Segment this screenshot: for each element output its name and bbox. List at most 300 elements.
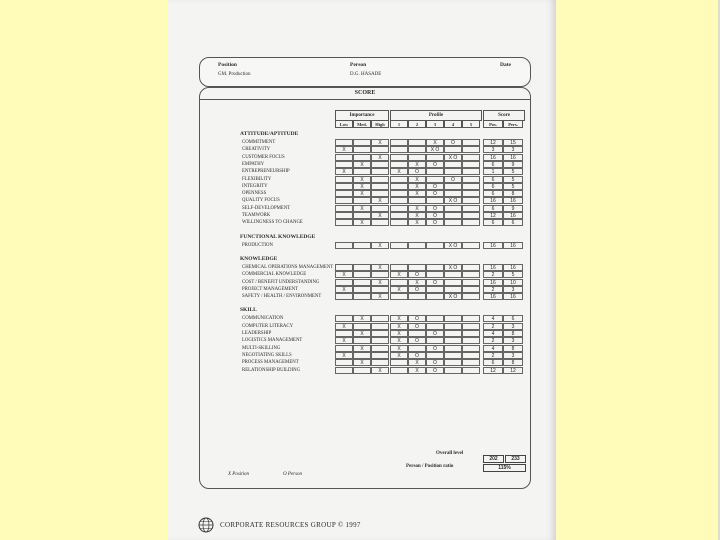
pos-score-cell: 6	[483, 176, 503, 183]
profile-cell	[426, 352, 444, 359]
profile-cell	[462, 168, 480, 175]
importance-cell	[353, 264, 371, 271]
pers-score-cell: 12	[503, 367, 523, 374]
globe-logo-icon	[198, 517, 214, 533]
date-label: Date	[500, 62, 511, 68]
importance-cell	[353, 154, 371, 161]
pos-score-cell: 2	[483, 323, 503, 330]
profile-cell	[426, 197, 444, 204]
importance-cell	[353, 279, 371, 286]
importance-cell: X	[335, 271, 353, 278]
profile-cell: O	[426, 190, 444, 197]
importance-cell	[371, 337, 389, 344]
importance-cell: X	[353, 183, 371, 190]
importance-cell	[335, 205, 353, 212]
importance-cell	[353, 323, 371, 330]
pers-score-cell: 9	[503, 205, 523, 212]
profile-cell	[444, 168, 462, 175]
score-header: Score	[483, 110, 525, 121]
score-table-box	[199, 87, 531, 489]
profile-cell: X	[390, 286, 408, 293]
row-label: COMMUNICATION	[242, 316, 284, 322]
importance-cell	[335, 242, 353, 249]
importance-cell	[371, 205, 389, 212]
profile-cell: O	[426, 279, 444, 286]
profile-cell: X	[426, 139, 444, 146]
importance-cell: X	[371, 279, 389, 286]
pers-score-cell: 3	[503, 352, 523, 359]
pos-score-cell: 6	[483, 359, 503, 366]
pos-score-cell: 2	[483, 352, 503, 359]
profile-cell: O	[408, 337, 426, 344]
profile-cell	[390, 183, 408, 190]
importance-cell	[353, 367, 371, 374]
profile-cell	[462, 286, 480, 293]
importance-cell	[353, 168, 371, 175]
importance-cell	[353, 293, 371, 300]
profile-cell	[462, 323, 480, 330]
profile-cell	[462, 212, 480, 219]
profile-cell	[462, 242, 480, 249]
profile-cell	[408, 345, 426, 352]
profile-cell: X O	[444, 293, 462, 300]
importance-cell	[371, 286, 389, 293]
profile-cell	[444, 359, 462, 366]
section-title: SKILL	[240, 307, 257, 314]
importance-cell	[335, 315, 353, 322]
row-label: PRODUCTION	[242, 242, 273, 248]
profile-cell	[426, 264, 444, 271]
pers-score-cell: 16	[503, 264, 523, 271]
profile-cell	[426, 286, 444, 293]
pers-score-cell: 6	[503, 219, 523, 226]
profile-cell	[426, 242, 444, 249]
profile-cell	[408, 146, 426, 153]
profile-cell: O	[426, 345, 444, 352]
pos-score-cell: 4	[483, 315, 503, 322]
profile-cell: X	[408, 183, 426, 190]
document-page	[168, 0, 556, 540]
profile-cell	[444, 146, 462, 153]
importance-cell: X	[353, 176, 371, 183]
profile-cell	[408, 154, 426, 161]
profile-cell: X	[390, 352, 408, 359]
importance-cell	[371, 146, 389, 153]
pers-score-cell: 8	[503, 345, 523, 352]
importance-cell	[353, 337, 371, 344]
person-value: D.G. HASADE	[350, 72, 382, 77]
legend-position: X Position	[228, 472, 249, 477]
profile-cell: X O	[426, 146, 444, 153]
profile-cell	[462, 264, 480, 271]
importance-cell	[371, 315, 389, 322]
high-header: High	[371, 120, 389, 128]
pers-score-cell: 9	[503, 161, 523, 168]
importance-cell: X	[353, 315, 371, 322]
pos-score-cell: 16	[483, 242, 503, 249]
profile-cell	[444, 279, 462, 286]
profile-cell: X O	[444, 264, 462, 271]
profile-cell	[390, 212, 408, 219]
profile-cell	[390, 154, 408, 161]
pers-score-cell: 5	[503, 183, 523, 190]
profile-cell	[390, 242, 408, 249]
pers-score-cell: 3	[503, 286, 523, 293]
profile-cell	[408, 197, 426, 204]
pers-score-cell: 5	[503, 176, 523, 183]
importance-cell	[335, 219, 353, 226]
profile-cell	[462, 345, 480, 352]
profile-cell	[462, 367, 480, 374]
importance-cell	[335, 293, 353, 300]
profile-cell	[390, 146, 408, 153]
importance-cell	[371, 271, 389, 278]
pers-score-cell: 8	[503, 359, 523, 366]
overall-level-label: Overall level	[436, 451, 464, 456]
importance-cell	[371, 345, 389, 352]
profile-cell	[444, 183, 462, 190]
profile-cell: X O	[444, 242, 462, 249]
profile-cell: O	[426, 330, 444, 337]
pos-score-cell: 6	[483, 183, 503, 190]
person-label: Person	[350, 62, 367, 68]
row-label: LOGISTICS MANAGEMENT	[242, 338, 303, 344]
pos-score-cell: 16	[483, 293, 503, 300]
row-label: RELATIONSHIP BUILDING	[242, 367, 301, 373]
profile-cell: X	[408, 212, 426, 219]
profile-cell	[462, 359, 480, 366]
profile-3-header: 3	[426, 120, 444, 128]
importance-cell: X	[335, 286, 353, 293]
profile-cell	[462, 139, 480, 146]
importance-cell	[353, 242, 371, 249]
pos-score-cell: 6	[483, 161, 503, 168]
profile-cell: O	[426, 205, 444, 212]
importance-cell: X	[371, 154, 389, 161]
profile-cell	[408, 293, 426, 300]
importance-cell	[371, 190, 389, 197]
row-label: PROCESS MANAGEMENT	[242, 360, 299, 366]
importance-cell	[335, 367, 353, 374]
importance-cell	[353, 146, 371, 153]
pos-score-cell: 16	[483, 279, 503, 286]
row-label: WILLINGNESS TO CHANGE	[242, 220, 303, 226]
profile-cell	[408, 139, 426, 146]
pos-score-cell: 6	[483, 219, 503, 226]
profile-cell	[444, 330, 462, 337]
importance-cell	[353, 139, 371, 146]
importance-cell: X	[353, 345, 371, 352]
importance-cell: X	[335, 146, 353, 153]
med-header: Med.	[353, 120, 371, 128]
profile-cell	[390, 293, 408, 300]
profile-cell	[462, 293, 480, 300]
profile-cell: X	[390, 337, 408, 344]
pers-score-cell: 10	[503, 279, 523, 286]
pos-score-cell: 6	[483, 205, 503, 212]
profile-cell	[444, 212, 462, 219]
importance-cell	[371, 161, 389, 168]
row-label: COST / BENEFIT UNDERSTANDING	[242, 279, 320, 285]
overall-pers-total: 233	[505, 455, 526, 463]
profile-cell	[444, 161, 462, 168]
footer	[198, 515, 361, 535]
importance-cell: X	[371, 139, 389, 146]
profile-cell: X	[408, 190, 426, 197]
profile-cell	[462, 315, 480, 322]
pos-score-cell: 2	[483, 337, 503, 344]
profile-cell: O	[426, 359, 444, 366]
importance-cell	[335, 176, 353, 183]
importance-cell	[335, 212, 353, 219]
position-label: Position	[218, 62, 237, 68]
profile-cell: X	[390, 271, 408, 278]
pers-score-cell: 16	[503, 154, 523, 161]
profile-cell	[444, 205, 462, 212]
overall-pos-total: 202	[483, 455, 504, 463]
importance-cell	[353, 271, 371, 278]
profile-cell	[462, 183, 480, 190]
profile-cell: X	[390, 168, 408, 175]
pers-header: Pers.	[503, 120, 523, 128]
profile-cell	[408, 242, 426, 249]
profile-cell	[390, 219, 408, 226]
importance-cell: X	[371, 367, 389, 374]
row-label: ENTREPRENEURSHIP	[242, 169, 290, 175]
profile-cell	[462, 176, 480, 183]
pers-score-cell: 15	[503, 139, 523, 146]
profile-cell	[444, 271, 462, 278]
pos-score-cell: 4	[483, 330, 503, 337]
importance-cell	[371, 183, 389, 190]
pers-score-cell: 16	[503, 197, 523, 204]
row-label: CUSTOMER FOCUS	[242, 154, 285, 160]
pos-score-cell: 12	[483, 367, 503, 374]
profile-cell	[444, 337, 462, 344]
profile-cell: O	[408, 271, 426, 278]
pos-score-cell: 2	[483, 286, 503, 293]
profile-cell: X O	[444, 154, 462, 161]
profile-cell	[462, 330, 480, 337]
row-label: COMMERCIAL KNOWLEDGE	[242, 272, 307, 278]
row-label: COMPUTER LITERACY	[242, 323, 294, 329]
pos-header: Pos.	[483, 120, 503, 128]
row-label: CHEMICAL OPERATIONS MANAGEMENT	[242, 264, 334, 270]
profile-cell: O	[408, 315, 426, 322]
section-title: KNOWLEDGE	[240, 255, 278, 262]
importance-cell	[371, 352, 389, 359]
profile-cell	[462, 219, 480, 226]
profile-cell	[390, 161, 408, 168]
profile-cell	[444, 323, 462, 330]
pers-score-cell: 8	[503, 330, 523, 337]
profile-cell	[390, 176, 408, 183]
profile-cell: O	[426, 367, 444, 374]
importance-cell: X	[371, 242, 389, 249]
profile-cell	[426, 271, 444, 278]
profile-cell	[462, 205, 480, 212]
pos-score-cell: 12	[483, 212, 503, 219]
row-label: NEGOTIATING SKILLS	[242, 352, 292, 358]
profile-cell: X	[390, 345, 408, 352]
profile-cell: X	[390, 315, 408, 322]
profile-cell: X	[408, 367, 426, 374]
pos-score-cell: 16	[483, 264, 503, 271]
importance-cell: X	[353, 161, 371, 168]
importance-cell	[335, 154, 353, 161]
profile-cell: X	[408, 205, 426, 212]
position-value: GM. Production	[218, 72, 251, 77]
profile-cell	[462, 279, 480, 286]
low-header: Low	[335, 120, 353, 128]
profile-cell	[426, 176, 444, 183]
profile-cell: O	[426, 183, 444, 190]
row-label: CREATIVITY	[242, 147, 271, 153]
importance-cell	[371, 323, 389, 330]
profile-cell	[390, 359, 408, 366]
row-label: PROJECT MANAGEMENT	[242, 286, 299, 292]
pers-score-cell: 5	[503, 271, 523, 278]
profile-cell	[390, 264, 408, 271]
profile-cell: O	[408, 286, 426, 293]
row-label: SELF-DEVELOPMENT	[242, 205, 291, 211]
score-divider	[200, 99, 530, 100]
profile-cell	[462, 197, 480, 204]
score-title: SCORE	[354, 90, 376, 96]
profile-cell	[426, 323, 444, 330]
row-label: COMMITMENT	[242, 140, 276, 145]
profile-cell: X	[408, 359, 426, 366]
importance-cell: X	[371, 212, 389, 219]
pos-score-cell: 1	[483, 168, 503, 175]
pers-score-cell: 3	[503, 337, 523, 344]
importance-cell	[353, 212, 371, 219]
profile-cell	[426, 168, 444, 175]
profile-cell	[408, 264, 426, 271]
profile-cell	[444, 367, 462, 374]
importance-cell	[371, 168, 389, 175]
row-label: EMPATHY	[242, 161, 265, 167]
profile-cell	[390, 197, 408, 204]
profile-cell: X	[390, 330, 408, 337]
pers-score-cell: 5	[503, 168, 523, 175]
profile-cell	[462, 190, 480, 197]
ratio-value: 115%	[483, 464, 526, 472]
profile-cell: O	[408, 168, 426, 175]
pers-score-cell: 3	[503, 323, 523, 330]
profile-cell: O	[426, 219, 444, 226]
pos-score-cell: 16	[483, 197, 503, 204]
importance-cell: X	[353, 219, 371, 226]
profile-cell: X O	[444, 197, 462, 204]
profile-cell: O	[408, 323, 426, 330]
importance-cell: X	[335, 337, 353, 344]
pers-score-cell: 16	[503, 293, 523, 300]
importance-cell	[353, 286, 371, 293]
pers-score-cell: 3	[503, 146, 523, 153]
pos-score-cell: 4	[483, 345, 503, 352]
importance-cell: X	[371, 197, 389, 204]
section-title: ATTITUDE/APTITUDE	[240, 131, 299, 137]
profile-cell: X	[408, 161, 426, 168]
importance-cell: X	[353, 205, 371, 212]
profile-cell	[426, 154, 444, 161]
importance-cell	[371, 219, 389, 226]
importance-cell	[335, 279, 353, 286]
importance-cell	[335, 139, 353, 146]
row-label: INTEGRITY	[242, 183, 268, 189]
importance-cell: X	[353, 190, 371, 197]
pers-score-cell: 16	[503, 212, 523, 219]
importance-cell	[353, 352, 371, 359]
profile-cell: X	[408, 176, 426, 183]
profile-cell: X	[390, 323, 408, 330]
importance-cell	[371, 176, 389, 183]
importance-cell	[335, 183, 353, 190]
profile-cell: O	[408, 352, 426, 359]
profile-cell: O	[444, 176, 462, 183]
importance-cell	[353, 197, 371, 204]
profile-cell	[390, 279, 408, 286]
importance-cell	[335, 264, 353, 271]
profile-header: Profile	[390, 110, 482, 121]
importance-cell	[335, 197, 353, 204]
profile-cell	[426, 293, 444, 300]
row-label: OPENNESS	[242, 191, 267, 197]
importance-cell	[335, 330, 353, 337]
profile-1-header: 1	[390, 120, 408, 128]
profile-cell	[426, 315, 444, 322]
profile-cell	[444, 190, 462, 197]
importance-cell: X	[353, 330, 371, 337]
profile-cell	[408, 330, 426, 337]
profile-cell	[462, 337, 480, 344]
profile-cell: O	[426, 212, 444, 219]
header-box	[199, 57, 531, 87]
profile-cell: X	[408, 279, 426, 286]
footer-text: CORPORATE RESOURCES GROUP © 1997	[220, 521, 361, 529]
profile-cell	[462, 161, 480, 168]
pers-score-cell: 16	[503, 242, 523, 249]
profile-2-header: 2	[408, 120, 426, 128]
pers-score-cell: 8	[503, 190, 523, 197]
pos-score-cell: 2	[483, 271, 503, 278]
row-label: QUALITY FOCUS	[242, 198, 280, 204]
importance-header: Importance	[335, 110, 389, 121]
row-label: SAFETY / HEALTH / ENVIRONMENT	[242, 294, 322, 300]
pers-score-cell: 6	[503, 315, 523, 322]
ratio-label: Person / Position ratio	[406, 464, 454, 469]
importance-cell	[335, 345, 353, 352]
row-label: MULTI-SKILLING	[242, 345, 281, 351]
profile-cell	[444, 352, 462, 359]
profile-4-header: 4	[444, 120, 462, 128]
importance-cell: X	[335, 168, 353, 175]
profile-cell	[462, 154, 480, 161]
importance-cell: X	[371, 293, 389, 300]
profile-cell	[390, 139, 408, 146]
profile-cell	[444, 315, 462, 322]
profile-cell: O	[444, 139, 462, 146]
row-label: LEADERSHIP	[242, 331, 272, 336]
profile-cell	[462, 271, 480, 278]
profile-cell: X	[408, 219, 426, 226]
profile-cell	[444, 219, 462, 226]
row-label: FLEXIBILITY	[242, 176, 272, 182]
profile-cell	[444, 286, 462, 293]
profile-cell	[462, 146, 480, 153]
importance-cell	[335, 190, 353, 197]
